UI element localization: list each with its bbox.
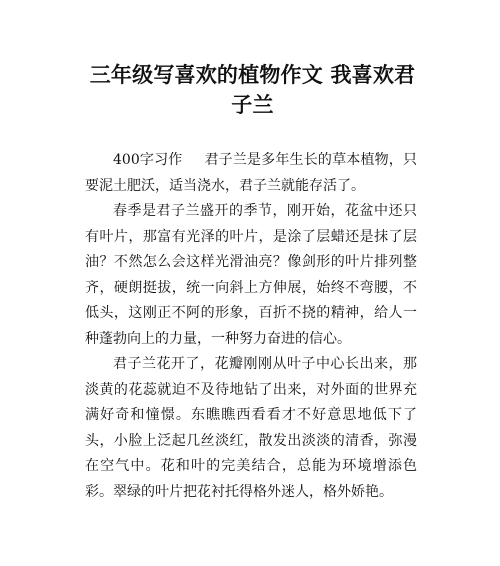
paragraph-1-text: 君子兰是多年生长的草本植物，只要泥土肥沃，适当浇水，君子兰就能存活了。 [85,152,417,194]
paragraph-3: 君子兰花开了，花瓣刚刚从叶子中心长出来，那淡黄的花蕊就迫不及待地钻了出来，对外面的世界充满好奇和憧憬。东瞧瞧西看看才不好意思地低下了头，小脸上泛起几丝淡红，散发出淡淡的清香，弥漫在空气中。花和叶的完美结合，总能为环境增添色彩。翠绿的叶片把花衬托得格外迷人，格外娇艳。 [85,356,417,500]
essay-word-count-label: 400字习作 [113,152,183,168]
paragraph-1 [85,148,417,199]
document-title: 三年级写喜欢的植物作文 我喜欢君子兰 [89,63,416,117]
paragraph-2: 春季是君子兰盛开的季节，刚开始，花盆中还只有叶片，那富有光泽的叶片，是涂了层蜡还是抹了层油？不然怎么会这样光滑油亮？像剑形的叶片排列整齐，硬朗挺拔，统一向斜上方伸展，始终不弯腰，不低头，这刚正不阿的形象，百折不挠的精神，给人一种蓬勃向上的力量，一种努力奋进的信心。 [85,203,417,347]
document-body [85,148,417,505]
